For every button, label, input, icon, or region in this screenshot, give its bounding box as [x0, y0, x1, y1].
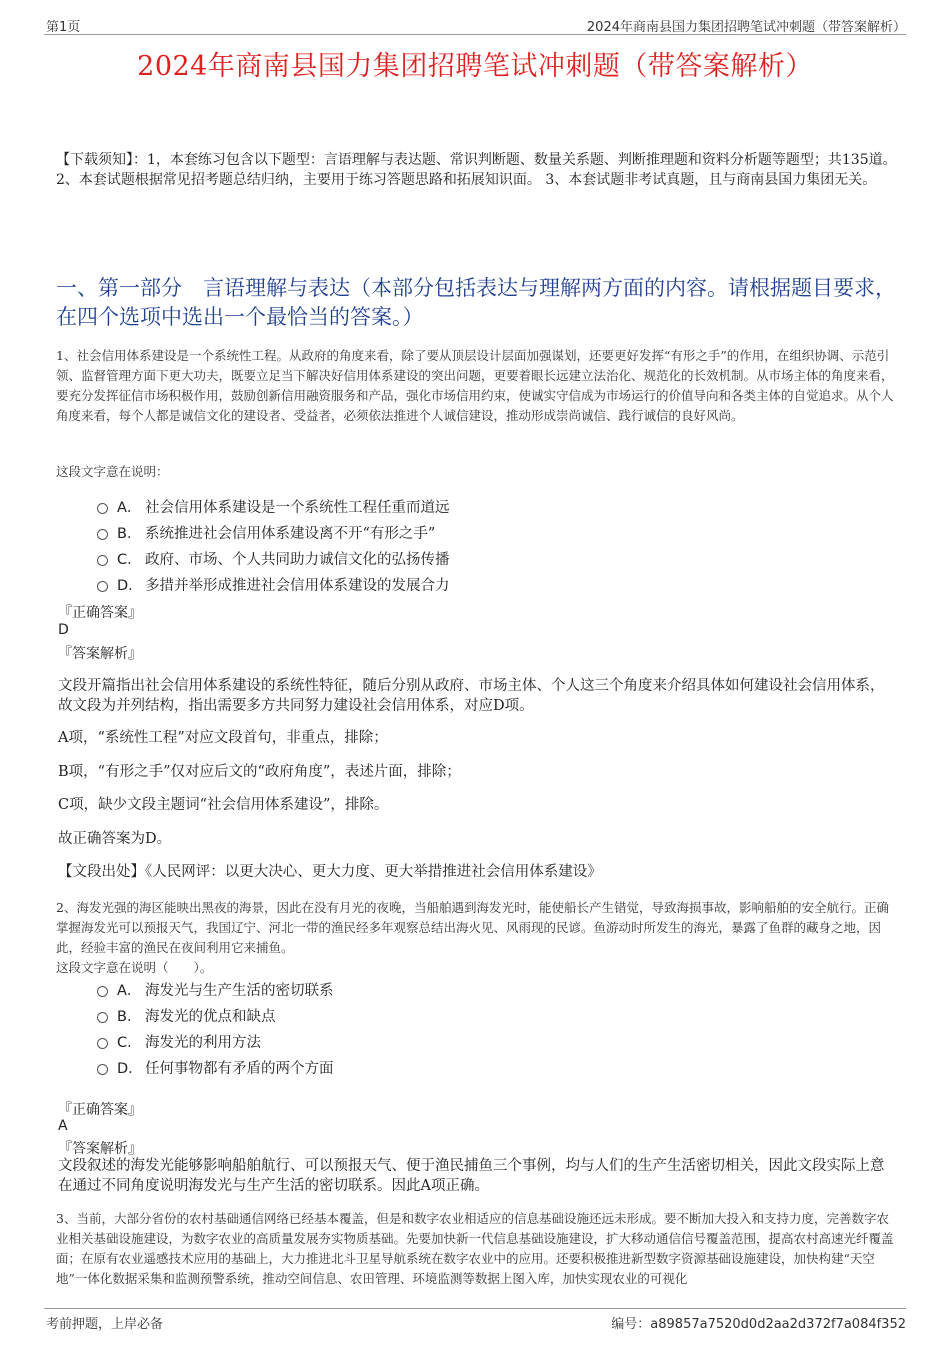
question-2-option-b[interactable]: [97, 1005, 276, 1026]
question-1-answer: D: [58, 622, 69, 638]
option-text: 社会信用体系建设是一个系统性工程任重而道远: [145, 500, 450, 516]
download-notice: 【下载须知】：1，本套练习包含以下题型：言语理解与表达题、常识判断题、数量关系题、判断推理题和资料分析题等题型；共135道。 2、本套试题根据常见招考题总结归纳，主要用于练习答题思路和拓展知识面。 3、本套试题非考试真题，且与商南县国力集团无关。: [56, 152, 897, 188]
radio-icon[interactable]: [97, 986, 108, 997]
question-1-analysis-p4: C项，缺少文段主题词“社会信用体系建设”，排除。: [58, 797, 389, 813]
question-2-option-d[interactable]: [97, 1057, 334, 1078]
question-1-answer-tag: 『正确答案』: [58, 605, 142, 621]
question-3-stem: 3、当前，大部分省份的农村基础通信网络已经基本覆盖，但是和数字农业相适应的信息基础设施还远未形成。要不断加大投入和支持力度，完善数字农业相关基础设施建设，为数字农业的高质量发展夯实物质基础。先要加快新一代信息基础设施建设，扩大移动通信信号覆盖范围，提高农村高速光纤覆盖面；在原有农业遥感技术应用的基础上，大力推进北斗卫星导航系统在数字农业中的应用。还要积极推进新型数字资源基础设施建设，加快构建“天空地”一体化数据采集和监测预警系统，推动空间信息、农田管理、环境监测等数据上图入库，加快实现农业的可视化: [56, 1211, 894, 1286]
option-label: A．: [117, 500, 142, 516]
question-2-option-a[interactable]: [97, 979, 334, 1000]
option-text: 系统推进社会信用体系建设离不开“有形之手”: [145, 526, 436, 542]
option-text: 多措并举形成推进社会信用体系建设的发展合力: [145, 578, 450, 594]
radio-icon[interactable]: [97, 1064, 108, 1075]
question-1-prompt: 这段文字意在说明：: [56, 464, 169, 479]
question-1-option-b[interactable]: [97, 522, 435, 543]
header-page-number: 第1页: [46, 20, 81, 35]
question-2-option-c[interactable]: [97, 1031, 261, 1052]
option-text: 海发光的优点和缺点: [145, 1009, 276, 1025]
question-1-stem: 1、社会信用体系建设是一个系统性工程。从政府的角度来看，除了要从顶层设计层面加强谋划，还要更好发挥“有形之手”的作用，在组织协调、示范引领、监督管理方面下更大功夫，既要立足当下解决好信用体系建设的突出问题，更要着眼长远建立法治化、规范化的长效机制。从市场主体的角度来看，要充分发挥征信市场积极作用，鼓励创新信用融资服务和产品，强化市场信用约束，使诚实守信成为市场运行的价值导向和各类主体的自觉追求。从个人角度来看，每个人都是诚信文化的建设者、受益者，必须依法推进个人诚信建设，推动形成崇尚诚信、践行诚信的良好风尚。: [56, 348, 894, 423]
question-1-option-c[interactable]: [97, 548, 450, 569]
radio-icon[interactable]: [97, 555, 108, 566]
radio-icon[interactable]: [97, 1012, 108, 1023]
question-1-source: 【文段出处】《人民网评：以更大决心、更大力度、更大举措推进社会信用体系建设》: [58, 864, 602, 880]
question-2-analysis-tag: 『答案解析』: [58, 1141, 142, 1157]
option-text: 任何事物都有矛盾的两个方面: [145, 1061, 334, 1077]
question-2-stem: 2、海发光强的海区能映出黑夜的海景，因此在没有月光的夜晚，当船舶遇到海发光时，能使船长产生错觉，导致海损事故，影响船舶的安全航行。正确掌握海发光可以预报天气，我国辽宁、河北一带的渔民经多年观察总结出海火见、风雨现的民谚。鱼游动时所发生的海光，暴露了鱼群的藏身之地，因此，经验丰富的渔民在夜间利用它来捕鱼。: [56, 900, 889, 955]
question-2-answer-tag: 『正确答案』: [58, 1102, 142, 1118]
option-label: D．: [117, 578, 143, 594]
option-label: B．: [117, 1009, 142, 1025]
question-1-analysis-p3: B项，“有形之手”仅对应后文的“政府角度”，表述片面，排除；: [58, 764, 461, 780]
option-label: D．: [117, 1061, 143, 1077]
question-1-analysis-p1: 文段开篇指出社会信用体系建设的系统性特征，随后分别从政府、市场主体、个人这三个角度来介绍具体如何建设社会信用体系，故文段为并列结构，指出需要多方共同努力建设社会信用体系，对应D项。: [58, 678, 885, 714]
section-heading: 一、第一部分 言语理解与表达（本部分包括表达与理解两方面的内容。请根据题目要求，在四个选项中选出一个最恰当的答案。）: [56, 276, 896, 329]
radio-icon[interactable]: [97, 1038, 108, 1049]
footer-doc-id: 编号：a89857a7520d0d2aa2d372f7a084f352: [611, 1317, 906, 1332]
question-1-analysis-tag: 『答案解析』: [58, 646, 142, 662]
question-1-analysis-p5: 故正确答案为D。: [58, 831, 172, 847]
question-2-prompt: 这段文字意在说明（ ）。: [56, 960, 213, 975]
question-2-answer: A: [58, 1118, 68, 1134]
footer-slogan: 考前押题，上岸必备: [46, 1317, 164, 1332]
option-text: 海发光的利用方法: [145, 1035, 261, 1051]
header-doc-title: 2024年商南县国力集团招聘笔试冲刺题（带答案解析）: [586, 20, 906, 35]
radio-icon[interactable]: [97, 503, 108, 514]
radio-icon[interactable]: [97, 529, 108, 540]
question-1-option-d[interactable]: [97, 574, 450, 595]
option-label: C．: [117, 1035, 142, 1051]
header-divider: [44, 34, 906, 35]
option-label: A．: [117, 983, 142, 999]
question-1-option-a[interactable]: [97, 496, 450, 517]
question-2-analysis: 文段叙述的海发光能够影响船舶航行、可以预报天气、便于渔民捕鱼三个事例，均与人们的生产生活密切相关，因此文段实际上意在通过不同角度说明海发光与生产生活的密切联系。因此A项正确。: [58, 1158, 885, 1194]
footer-divider: [44, 1308, 906, 1309]
option-text: 政府、市场、个人共同助力诚信文化的弘扬传播: [145, 552, 450, 568]
option-label: C．: [117, 552, 142, 568]
radio-icon[interactable]: [97, 581, 108, 592]
option-text: 海发光与生产生活的密切联系: [145, 983, 334, 999]
page-title: 2024年商南县国力集团招聘笔试冲刺题（带答案解析）: [137, 51, 813, 82]
question-1-analysis-p2: A项，“系统性工程”对应文段首句，非重点，排除；: [58, 730, 388, 746]
option-label: B．: [117, 526, 142, 542]
